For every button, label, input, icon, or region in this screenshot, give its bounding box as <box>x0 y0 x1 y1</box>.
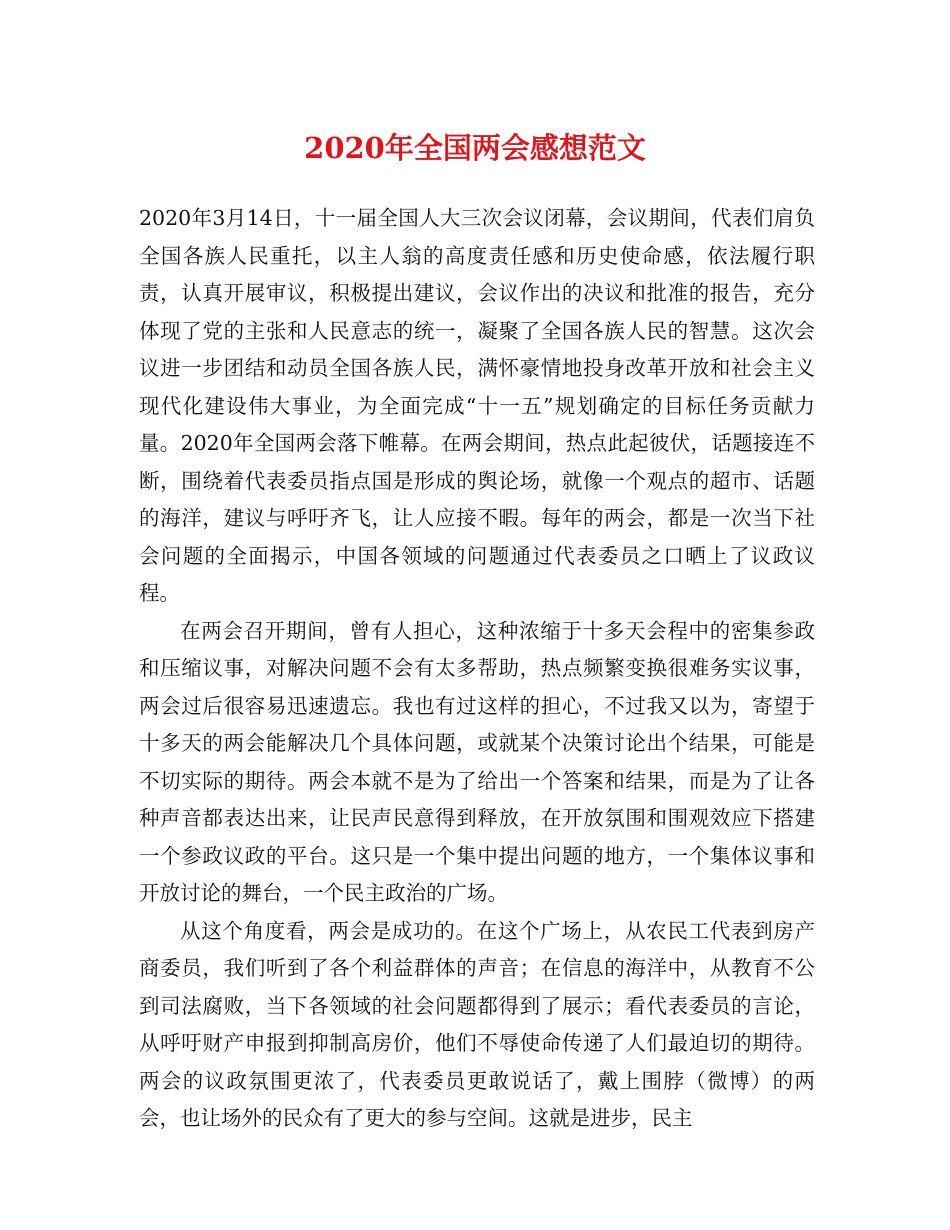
paragraph-2: 在两会召开期间，曾有人担心，这种浓缩于十多天会程中的密集参政和压缩议事，对解决问题不会有太多帮助，热点频繁变换很难务实议事，两会过后很容易迅速遗忘。我也有过这样的担心，不过我又以为，寄望于十多天的两会能解决几个具体问题，或就某个决策讨论出个结果，可能是不切实际的期待。两会本就不是为了给出一个答案和结果，而是为了让各种声音都表达出来，让民声民意得到释放，在开放氛围和围观效应下搭建一个参政议政的平台。这只是一个集中提出问题的地方，一个集体议事和开放讨论的舞台，一个民主政治的广场。 <box>139 618 815 905</box>
document-body <box>139 200 815 1138</box>
document-title: 2020年全国两会感想范文 <box>304 131 646 165</box>
paragraph-1: 2020年3月14日，十一届全国人大三次会议闭幕，会议期间，代表们肩负全国各族人民重托，以主人翁的高度责任感和历史使命感，依法履行职责，认真开展审议，积极提出建议，会议作出的决议和批准的报告，充分体现了党的主张和人民意志的统一，凝聚了全国各族人民的智慧。这次会议进一步团结和动员全国各族人民，满怀豪情地投身改革开放和社会主义现代化建设伟大事业，为全面完成“十一五”规划确定的目标任务贡献力量。2020年全国两会落下帷幕。在两会期间，热点此起彼伏，话题接连不断，围绕着代表委员指点国是形成的舆论场，就像一个观点的超市、话题的海洋，建议与呼吁齐飞，让人应接不暇。每年的两会，都是一次当下社会问题的全面揭示，中国各领域的问题通过代表委员之口晒上了议政议程。 <box>139 206 815 605</box>
paragraph-3: 从这个角度看，两会是成功的。在这个广场上，从农民工代表到房产商委员，我们听到了各个利益群体的声音；在信息的海洋中，从教育不公到司法腐败，当下各领域的社会问题都得到了展示；看代表委员的言论，从呼吁财产申报到抑制高房价，他们不辱使命传递了人们最迫切的期待。两会的议政氛围更浓了，代表委员更敢说话了，戴上围脖（微博）的两会，也让场外的民众有了更大的参与空间。这就是进步，民主 <box>139 918 815 1130</box>
